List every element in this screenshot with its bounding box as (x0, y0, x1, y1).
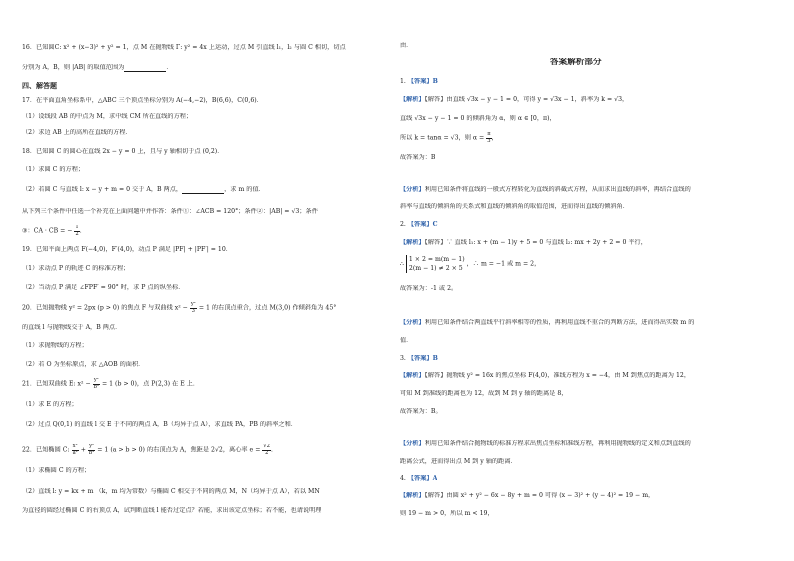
q19-part1: （1）求动点 P 的轨迹 C 的标准方程； (22, 265, 130, 272)
q20-part2: （2）若 O 为坐标原点，求 △AOB 的面积． (22, 361, 145, 368)
q18-stem: 18．已知圆 C 的圆心在直线 2x − y = 0 上，且与 y 轴相切于点 (0,2)． (22, 148, 224, 155)
fraction: $\frac{\text{y²}}{3}$ (190, 302, 196, 314)
q18-choose: 从下列三个条件中任选一个补充在上面问题中并作答：条件①：∠ACB = 120°；条件②：|AB| = √3；条件 (22, 208, 318, 215)
q22-part2: （2）直线 l: y = kx + m （k，m 均为常数）与椭圆 C 相交于不同的两点 M，N（均异于点 A），若以 MN (22, 488, 320, 495)
answer-1-analysis1: 【分析】利用已知条件将直线的一般式方程转化为直线的斜截式方程，从而求出直线的斜率，再结合直线的 (400, 186, 691, 193)
answer-section-title: 答案解析部分 (550, 58, 602, 66)
q16-line2: 分别为 A，B，则 |AB| 的取值范围为 ． (22, 64, 173, 71)
q22-part3: 为直径的圆经过椭圆 C 的右顶点 A，试判断直线 l 能否过定点？若能，求出该定点坐标；若不能，也请说明理 (22, 507, 322, 514)
q20-part1: （1）求抛物线的方程； (22, 342, 88, 349)
fraction: $\frac{1}{2}$ (75, 225, 79, 237)
answer-2-line1: 【解析】【解答】∵ 直线 l₁: x + (m − 1)y + 5 = 0 与直线 l₂: mx + 2y + 2 = 0 平行， (400, 239, 647, 246)
answer-3-header: 3. 【答案】B (400, 355, 438, 362)
q21-part2: （2）过点 Q(0,1) 的直线 l 交 E 于不同的两点 A，B（均异于点 A），求直线 PA，PB 的斜率之和． (22, 421, 297, 428)
section-heading-4: 四、解答题 (22, 82, 57, 90)
answer-3-line3: 故答案为：B。 (400, 408, 442, 415)
q19-part2: （2）当动点 P 满足 ∠FPF′ = 90° 时，求 P 点的纵坐标． (22, 284, 185, 291)
fraction: $\frac{\text{x²}}{\text{a²}}$ (72, 444, 78, 456)
q17-part1: （1）设线段 AB 的中点为 M，求中线 CM 所在直线的方程； (22, 113, 193, 120)
fraction: $\frac{\pi}{3}$ (487, 132, 491, 144)
answer-2-analysis2: 值． (400, 337, 413, 344)
answer-4-header: 4. 【答案】A (400, 475, 438, 482)
answer-1-header: 1. 【答案】B (400, 78, 438, 85)
carryover-text: 由． (400, 42, 413, 49)
q18-part1: （1）求圆 C 的方程； (22, 166, 85, 173)
answer-1-line3: 所以 k = tanα = √3，则 α = $\frac{\pi}{3}$ ， (400, 132, 498, 144)
answer-2-line4: 故答案为：-1 或 2。 (400, 285, 458, 292)
q18-cond3: ③：CA · CB = − $\frac{1}{2}$ ． (22, 225, 86, 237)
fraction: $\frac{√2}{2}$ (263, 444, 270, 456)
answer-4-line1: 【解析】【解答】由圆 x² + y² − 6x − 8y + m = 0 可得 (x − 3)² + (y − 4)² = 19 − m， (400, 492, 655, 499)
q19-stem: 19．已知平面上两点 F(−4,0)，F′(4,0)，动点 P 满足 |PF| + |PF′| = 10． (22, 246, 232, 253)
answer-3-line1: 【解析】【解答】抛物线 y² = 16x 的焦点坐标 F(4,0)，准线方程为 x = −4，由 M 到焦点的距离为 12， (400, 372, 691, 379)
answer-2-system: ∴ 1 × 2 = m(m − 1) 2(m − 1) ≠ 2 × 5 ，∴ m = −1 或 m = 2， (400, 256, 541, 272)
answer-1-line4: 故答案为：B (400, 154, 436, 161)
q17-part2: （2）求边 AB 上的高所在直线的方程． (22, 129, 132, 136)
q18-part2: （2）若圆 C 与直线 l: x − y + m = 0 交于 A，B 两点， ，求 m 的值． (22, 186, 265, 193)
answer-1-line1: 【解析】【解答】由直线 √3x − y − 1 = 0，可得 y = √3x − 1，斜率为 k = √3， (400, 96, 629, 103)
q21-part1: （1）求 E 的方程； (22, 401, 78, 408)
brace-system: 1 × 2 = m(m − 1) 2(m − 1) ≠ 2 × 5 (406, 255, 465, 273)
q17-stem: 17．在平面直角坐标系中，△ABC 三个顶点坐标分别为 A(−4,−2)，B(6,6)，C(0,6)． (22, 97, 263, 104)
q21-stem: 21．已知双曲线 E: x² − $\frac{\text{y²}}{\text{b²}}$ = 1 (b > 0)，点 P(2,3) 在 E 上． (22, 378, 200, 390)
answer-blank (124, 65, 166, 72)
q20-line1: 20．已知抛物线 y² = 2px (p > 0) 的焦点 F 与双曲线 x² − $\frac{\text{y²}}{3}$ = 1 的右顶点重合，过点 M(3,0) 作倾斜角为 45° (22, 302, 337, 314)
answer-3-analysis1: 【分析】利用已知条件结合抛物线的标准方程求出焦点坐标和准线方程，再利用抛物线的定义和点到直线的 (400, 440, 691, 447)
q20-line2: 的直线 l 与抛物线交于 A，B 两点． (22, 324, 122, 331)
fraction: $\frac{\text{y²}}{\text{b²}}$ (93, 378, 100, 390)
answer-1-line2: 直线 √3x − y − 1 = 0 的倾斜角为 α，则 α ∈ [0，π)， (400, 115, 556, 122)
answer-2-analysis1: 【分析】利用已知条件结合两直线平行斜率相等的性质，再利用直线不重合的判断方法，进而得出实数 m 的 (400, 319, 695, 326)
q16-line1: 16．已知圆C: x² + (x−3)² + y² = 1，点 M 在抛物线 Γ: y² = 4x 上运动，过点 M 引直线 l₁，l₂ 与圆 C 相切，切点 (22, 44, 346, 51)
answer-3-line2: 可知 M 到准线的距离也为 12，故到 M 到 y 轴的距离是 8， (400, 390, 568, 397)
answer-1-analysis2: 斜率与直线的倾斜角的关系式和直线的倾斜角的取值范围，进而得出直线的倾斜角． (400, 203, 629, 210)
answer-4-line2: 则 19 − m > 0，所以 m < 19， (400, 510, 494, 517)
fraction: $\frac{\text{y²}}{\text{b²}}$ (88, 444, 95, 456)
answer-blank (182, 187, 224, 194)
q22-part1: （1）求椭圆 C 的方程； (22, 467, 91, 474)
q22-stem: 22．已知椭圆 C: $\frac{\text{x²}}{\text{a²}}$ + $\frac{\text{y²}}{\text{b²}}$ = 1 (a > b > 0) 的右顶点为 A，焦距是 2√2，离心率 e = $\frac{√2}{2}$ ． (22, 444, 278, 456)
answer-2-header: 2. 【答案】C (400, 221, 438, 228)
answer-3-analysis2: 距离公式，进而得出点 M 到 y 轴的距离． (400, 458, 517, 465)
